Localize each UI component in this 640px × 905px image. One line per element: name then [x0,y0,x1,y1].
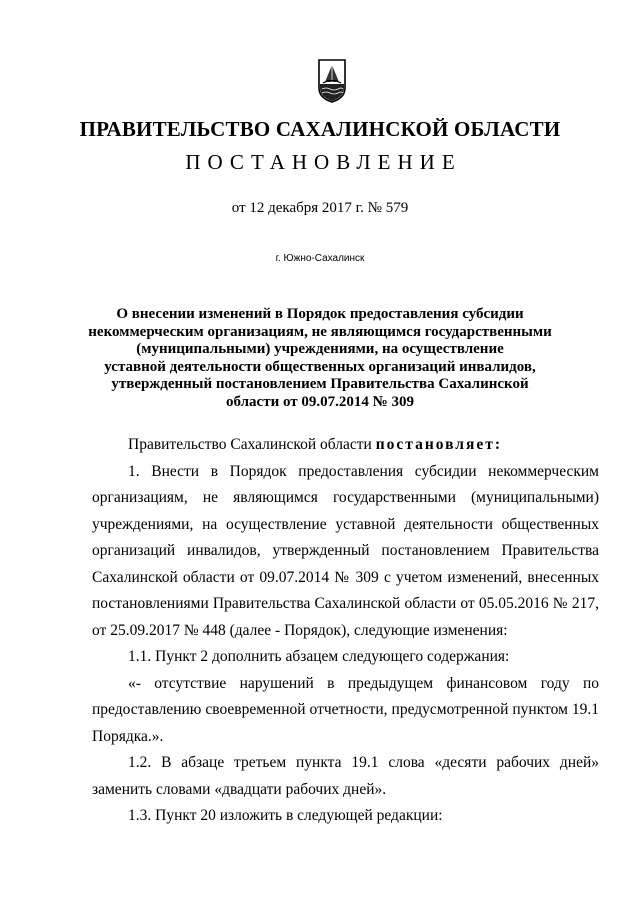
decree-body [92,432,599,830]
title-line: некоммерческим организациям, не являющимся государственными [88,323,552,340]
body-line: «- отсутствие нарушений в предыдущем финансовом году по [128,674,599,692]
title-line: утвержденный постановлением Правительства Сахалинской [111,376,529,392]
title-line: (муниципальными) учреждениями, на осуществление [136,341,504,357]
title-line: О внесении изменений в Порядок предоставления субсидии [116,306,524,322]
body-line: Сахалинской области от 09.07.2014 № 309 с учетом изменений, внесенных [92,568,599,586]
body-line: заменить словами «двадцати рабочих дней». [92,780,387,798]
preamble-action: постановляет: [375,436,503,453]
title-line: области от 09.07.2014 № 309 [226,393,414,410]
body-line: организациям, не являющимся государственными (муниципальными) [92,489,599,506]
government-name: ПРАВИТЕЛЬСТВО САХАЛИНСКОЙ ОБЛАСТИ [79,117,561,141]
body-line: предоставлению своевременной отчетности, предусмотренной пунктом 19.1 [92,701,599,718]
body-line: Порядка.». [92,727,164,745]
preamble [92,432,599,459]
body-line: 1.2. В абзаце третьем пункта 19.1 слова «десяти рабочих дней» [128,754,599,771]
document-type: ПОСТАНОВЛЕНИЕ [185,150,462,174]
body-line: постановлениями Правительства Сахалинской области от 05.05.2016 № 217, [92,595,599,612]
body-line: 1. Внести в Порядок предоставления субсидии некоммерческим [128,462,599,480]
issue-city: г. Южно-Сахалинск [275,253,365,264]
body-line: 1.1. Пункт 2 дополнить абзацем следующего содержания: [128,648,510,665]
decree-date-number: от 12 декабря 2017 г. № 579 [231,200,409,216]
body-line: от 25.09.2017 № 448 (далее - Порядок), следующие изменения: [92,621,508,639]
decree-title [0,306,640,411]
body-line: 1.3. Пункт 20 изложить в следующей редакции: [128,807,443,824]
title-line: уставной деятельности общественных организаций инвалидов, [104,358,536,375]
body-line: организаций инвалидов, утвержденный постановлением Правительства [92,542,599,559]
body-line: учреждениями, на осуществление уставной деятельности общественных [92,515,599,533]
preamble-text: Правительство Сахалинской области [128,436,372,453]
sakhalin-coat-of-arms-icon [317,58,347,104]
